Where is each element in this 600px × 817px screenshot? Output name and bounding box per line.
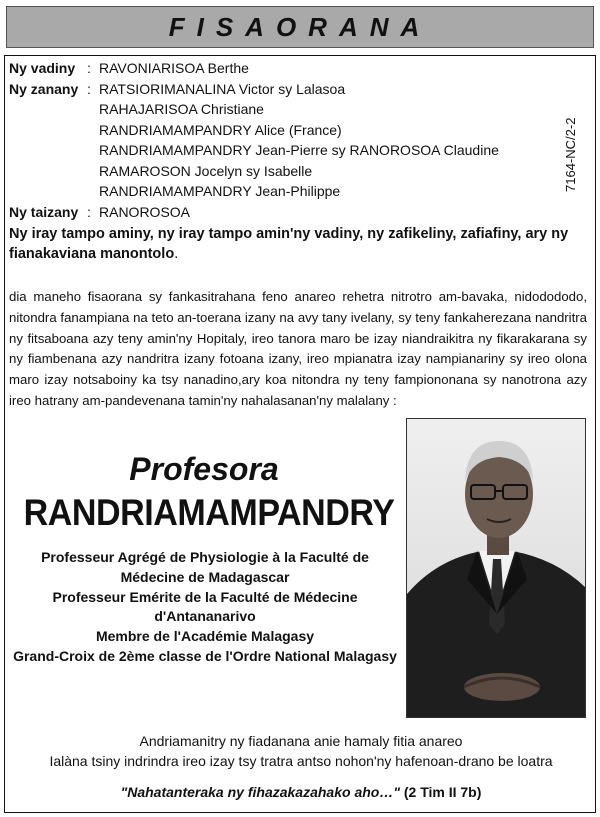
zanany-name: RANDRIAMAMPANDRY Jean-Philippe: [99, 183, 341, 199]
deceased-titles: [6, 548, 404, 667]
title-line: Professeur Emérite de la Faculté de Médecine: [52, 588, 358, 605]
deceased-title: Profesora: [129, 451, 279, 487]
title-line: Grand-Croix de 2ème classe de l'Ordre National Malagasy: [13, 647, 397, 664]
family-list: [9, 58, 499, 222]
closing-message: [6, 731, 596, 771]
header-banner: [6, 6, 594, 48]
taizany-row: [9, 202, 499, 223]
zanany-name: RAHAJARISOA Christiane: [99, 101, 264, 117]
verse-quote: "Nahatanteraka ny fihazakazahako aho…": [120, 784, 400, 800]
portrait-illustration: [407, 419, 586, 718]
header-title: FISAORANA: [168, 11, 432, 42]
vadiny-name: RAVONIARISOA Berthe: [99, 60, 249, 76]
deceased-name: RANDRIAMAMPANDRY: [23, 492, 395, 533]
thanks-paragraph: dia maneho fisaorana sy fankasitrahana feno anareo rehetra nitrotro am-bavaka, nidodododo, nitondra fanampiana na teto an-toerana izany na avy tany ivelany, sy teny fankaherezana nandritra ny fitsaboana azy teny amin'ny Hopitaly, ireo tanora maro be izay niandraikitra ny fikarakarana sy ny fiambenana azy nandritra izany fotoana izany, ireo mpianatra izay nampianariny sy ireo olona maro izay notsaboiny ka tsy nanadino,ary koa nitondra ny teny fampiononana sy nanotrona azy ireo hatrany am-pandevenana tamin'ny nahalasanan'ny malalany :: [9, 289, 587, 408]
vadiny-row: [9, 58, 499, 79]
closing-line: Ialàna tsiny indrindra ireo izay tsy tratra antso nohon'ny hafenoan-drano be loatra: [49, 753, 553, 769]
closing-line: Andriamanitry ny fiadanana anie hamaly fitia anareo: [139, 733, 463, 749]
zanany-names: [99, 79, 499, 202]
zanany-colon: :: [87, 80, 91, 97]
taizany-label: Ny taizany: [9, 203, 79, 220]
reference-code: 7164-NC/2-2: [563, 117, 578, 193]
zanany-name: RANDRIAMAMPANDRY Alice (France): [99, 121, 342, 138]
vadiny-label: Ny vadiny: [9, 60, 76, 76]
title-line: Professeur Agrégé de Physiologie à la Faculté de: [41, 549, 369, 565]
verse-citation: (2 Tim II 7b): [403, 784, 482, 800]
title-line: Médecine de Madagascar: [120, 568, 290, 585]
title-line: d'Antananarivo: [154, 608, 256, 625]
zanany-name: RANDRIAMAMPANDRY Jean-Pierre sy RANOROSOA Claudine: [99, 142, 499, 158]
portrait-photo: [406, 418, 586, 718]
zanany-name: RAMAROSON Jocelyn sy Isabelle: [99, 162, 313, 179]
zanany-label: Ny zanany: [9, 80, 79, 97]
zanany-row: [9, 79, 499, 202]
zanany-name: RATSIORIMANALINA Victor sy Lalasoa: [99, 80, 346, 97]
taizany-colon: :: [87, 203, 91, 220]
relatives-statement: Ny iray tampo aminy, ny iray tampo amin'ny vadiny, ny zafikeliny, zafiafiny, ary ny fianakaviana manontolo.: [9, 226, 569, 262]
title-line: Membre de l'Académie Malagasy: [95, 628, 315, 645]
vadiny-colon: :: [87, 60, 91, 76]
bible-verse: [6, 784, 596, 800]
taizany-name: RANOROSOA: [99, 203, 191, 220]
relatives-text: Ny iray tampo aminy, ny iray tampo amin'ny vadiny, ny zafikeliny, zafiafiny, ary ny fianakaviana manontolo: [9, 226, 569, 262]
